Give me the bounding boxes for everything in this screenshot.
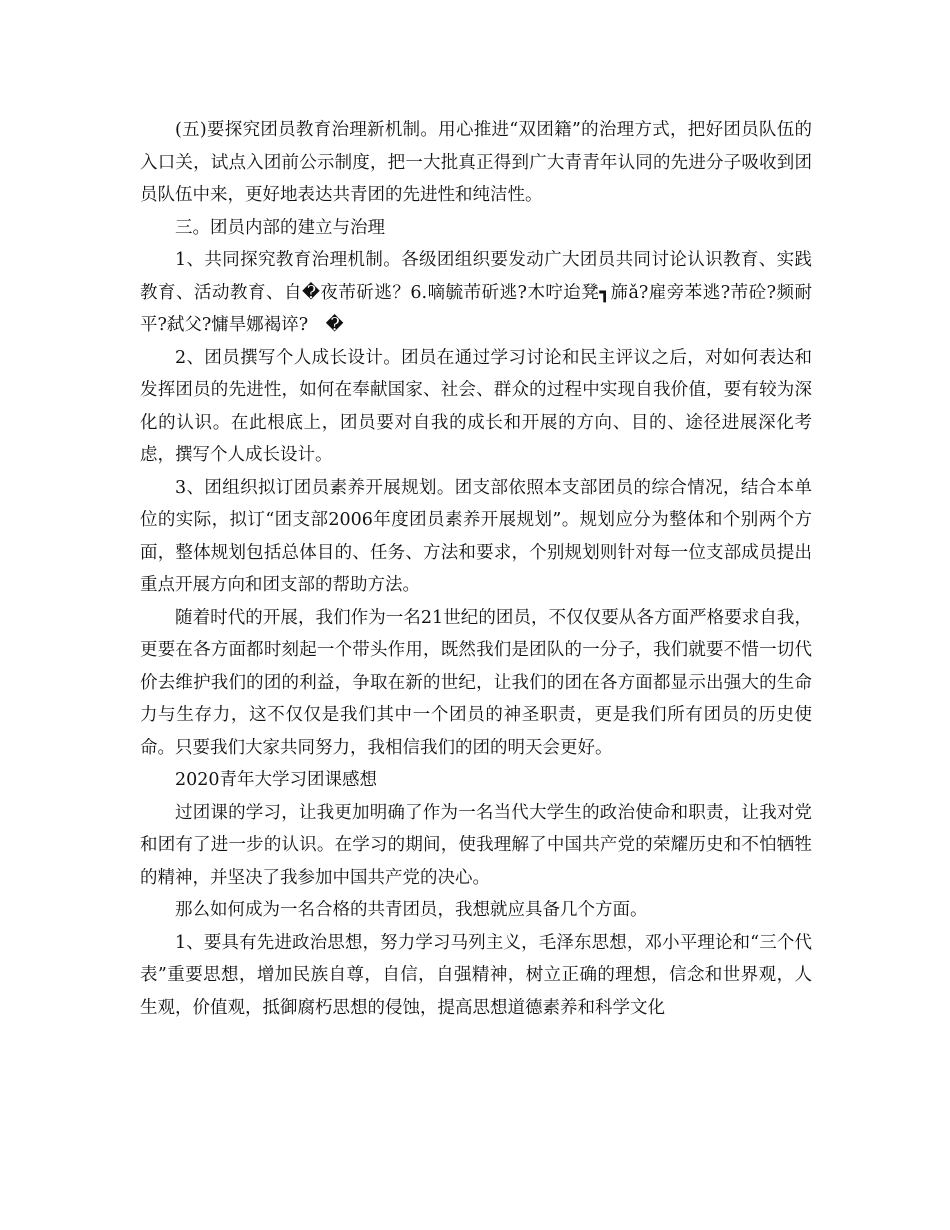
paragraph-item-3-development-plan: 3、团组织拟订团员素养开展规划。团支部依照本支部团员的综合情况，结合本单位的实际，拟订“团支部2006年度团员素养开展规划”。规划应分为整体和个别两个方面，整体规划包括总体目的、任务、方法和要求，个别规划则针对每一位支部成员提出重点开展方向和团支部的帮助方法。 bbox=[140, 477, 812, 595]
paragraph-item-2-growth-design: 2、团员撰写个人成长设计。团员在通过学习讨论和民主评议之后，对如何表达和发挥团员的先进性，如何在奉献国家、社会、群众的过程中实现自我价值，要有较为深化的认识。在此根底上，团员要对自我的成长和开展的方向、目的、途径进展深化考虑，撰写个人成长设计。 bbox=[140, 347, 812, 465]
section-heading-internal-building: 三。团员内部的建立与治理 bbox=[175, 217, 385, 238]
section-heading-youth-study: 2020青年大学习团课感想 bbox=[175, 770, 378, 790]
paragraph-item-1-explore-mechanism: 1、共同探究教育治理机制。各级团组织要发动广大团员共同讨论认识教育、实践教育、活动教育、自�夜芾斫逃？6.嘀毓芾斫逃?木咛迨凳┓旆ǎ?雇旁苯逃?芾砼?频耐平?弑父?慵旱娜褐谇? � bbox=[140, 250, 812, 335]
paragraph-education-mechanism: (五)要探究团员教育治理新机制。用心推进“双团籍”的治理方式，把好团员队伍的入口关，试点入团前公示制度，把一大批真正得到广大青青年认同的先进分子吸收到团员队伍中来，更好地表达共青团的先进性和纯洁性。 bbox=[140, 120, 812, 205]
paragraph-item-1-political-thought: 1、要具有先进政治思想，努力学习马列主义，毛泽东思想，邓小平理论和“三个代表”重要思想，增加民族自尊，自信，自强精神，树立正确的理想，信念和世界观，人生观，价值观，抵御腐朽思想的侵蚀，提高思想道德素养和科学文化 bbox=[140, 932, 812, 1018]
paragraph-qualified-member-intro: 那么如何成为一名合格的共青团员，我想就应具备几个方面。 bbox=[175, 900, 648, 920]
paragraph-conclusion: 随着时代的开展，我们作为一名21世纪的团员，不仅仅要从各方面严格要求自我，更要在各方面都时刻起一个带头作用，既然我们是团队的一分子，我们就要不惜一切代价去维护我们的团的利益，争取在新的世纪，让我们的团在各方面都显示出强大的生命力与生存力，这不仅仅是我们其中一个团员的神圣职责，更是我们所有团员的历史使命。只要我们大家共同努力，我相信我们的团的明天会更好。 bbox=[140, 607, 812, 758]
paragraph-course-reflection: 过团课的学习，让我更加明确了作为一名当代大学生的政治使命和职责，让我对党和团有了进一步的认识。在学习的期间，使我理解了中国共产党的荣耀历史和不怕牺牲的精神，并坚决了我参加中国共产党的决心。 bbox=[140, 802, 812, 888]
document-body bbox=[140, 114, 812, 1024]
